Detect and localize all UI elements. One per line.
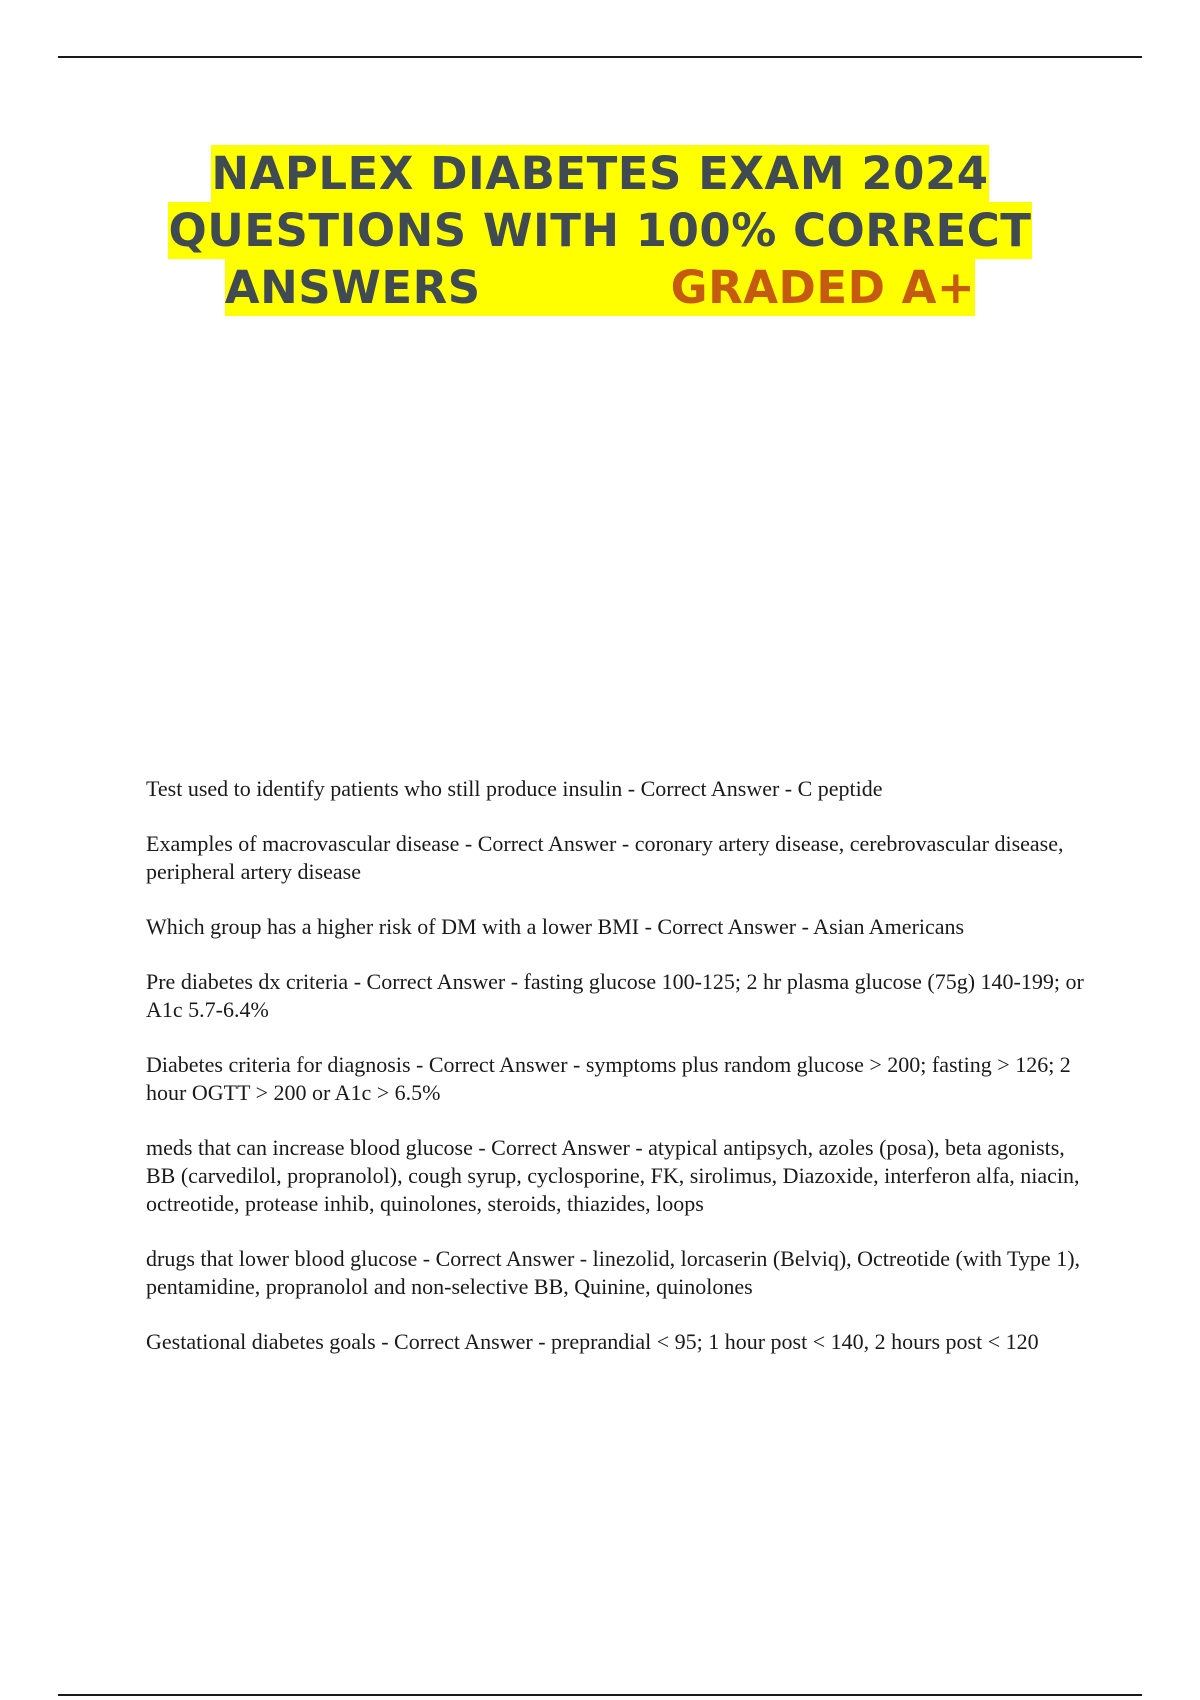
qa-item-macrovascular: Examples of macrovascular disease - Correct Answer - coronary artery disease, cerebrovascular disease, peripheral artery disease bbox=[146, 831, 1064, 884]
top-rule bbox=[58, 56, 1142, 58]
title-gap bbox=[481, 302, 671, 303]
title-line-2: QUESTIONS WITH 100% CORRECT bbox=[168, 204, 1032, 257]
qa-item-lower-glucose: drugs that lower blood glucose - Correct Answer - linezolid, lorcaserin (Belviq), Octreotide (with Type 1), pentamidine, propranolol and non-selective BB, Quinine, quinolones bbox=[146, 1246, 1081, 1299]
qa-item-gestational-goals: Gestational diabetes goals - Correct Answer - preprandial < 95; 1 hour post < 140, 2 hours post < 120 bbox=[146, 1329, 1039, 1354]
qa-item-lower-bmi: Which group has a higher risk of DM with a lower BMI - Correct Answer - Asian Americans bbox=[146, 914, 965, 939]
title-line-1: NAPLEX DIABETES EXAM 2024 bbox=[211, 147, 989, 200]
title-line-3-highlight bbox=[225, 259, 975, 316]
document-title bbox=[0, 145, 1200, 316]
qa-item-increase-glucose: meds that can increase blood glucose - Correct Answer - atypical antipsych, azoles (posa), beta agonists, BB (carvedilol, propranolol), cough syrup, cyclosporine, FK, sirolimus, Diazoxide, interferon alfa, niacin, octreotide, protease inhib, quinolones, steroids, thiazides, loops bbox=[146, 1135, 1080, 1216]
qa-list bbox=[146, 775, 1096, 1383]
title-line-3: ANSWERS bbox=[224, 261, 481, 314]
qa-item-diagnosis-criteria: Diabetes criteria for diagnosis - Correct Answer - symptoms plus random glucose > 200; fasting > 126; 2 hour OGTT > 200 or A1c > 6.5% bbox=[146, 1052, 1071, 1105]
qa-item-c-peptide: Test used to identify patients who still produce insulin - Correct Answer - C peptide bbox=[146, 776, 883, 801]
grade-label: GRADED A+ bbox=[670, 261, 976, 314]
bottom-rule bbox=[58, 1694, 1142, 1696]
qa-item-prediabetes: Pre diabetes dx criteria - Correct Answer - fasting glucose 100-125; 2 hr plasma glucose (75g) 140-199; or A1c 5.7-6.4% bbox=[146, 969, 1084, 1022]
